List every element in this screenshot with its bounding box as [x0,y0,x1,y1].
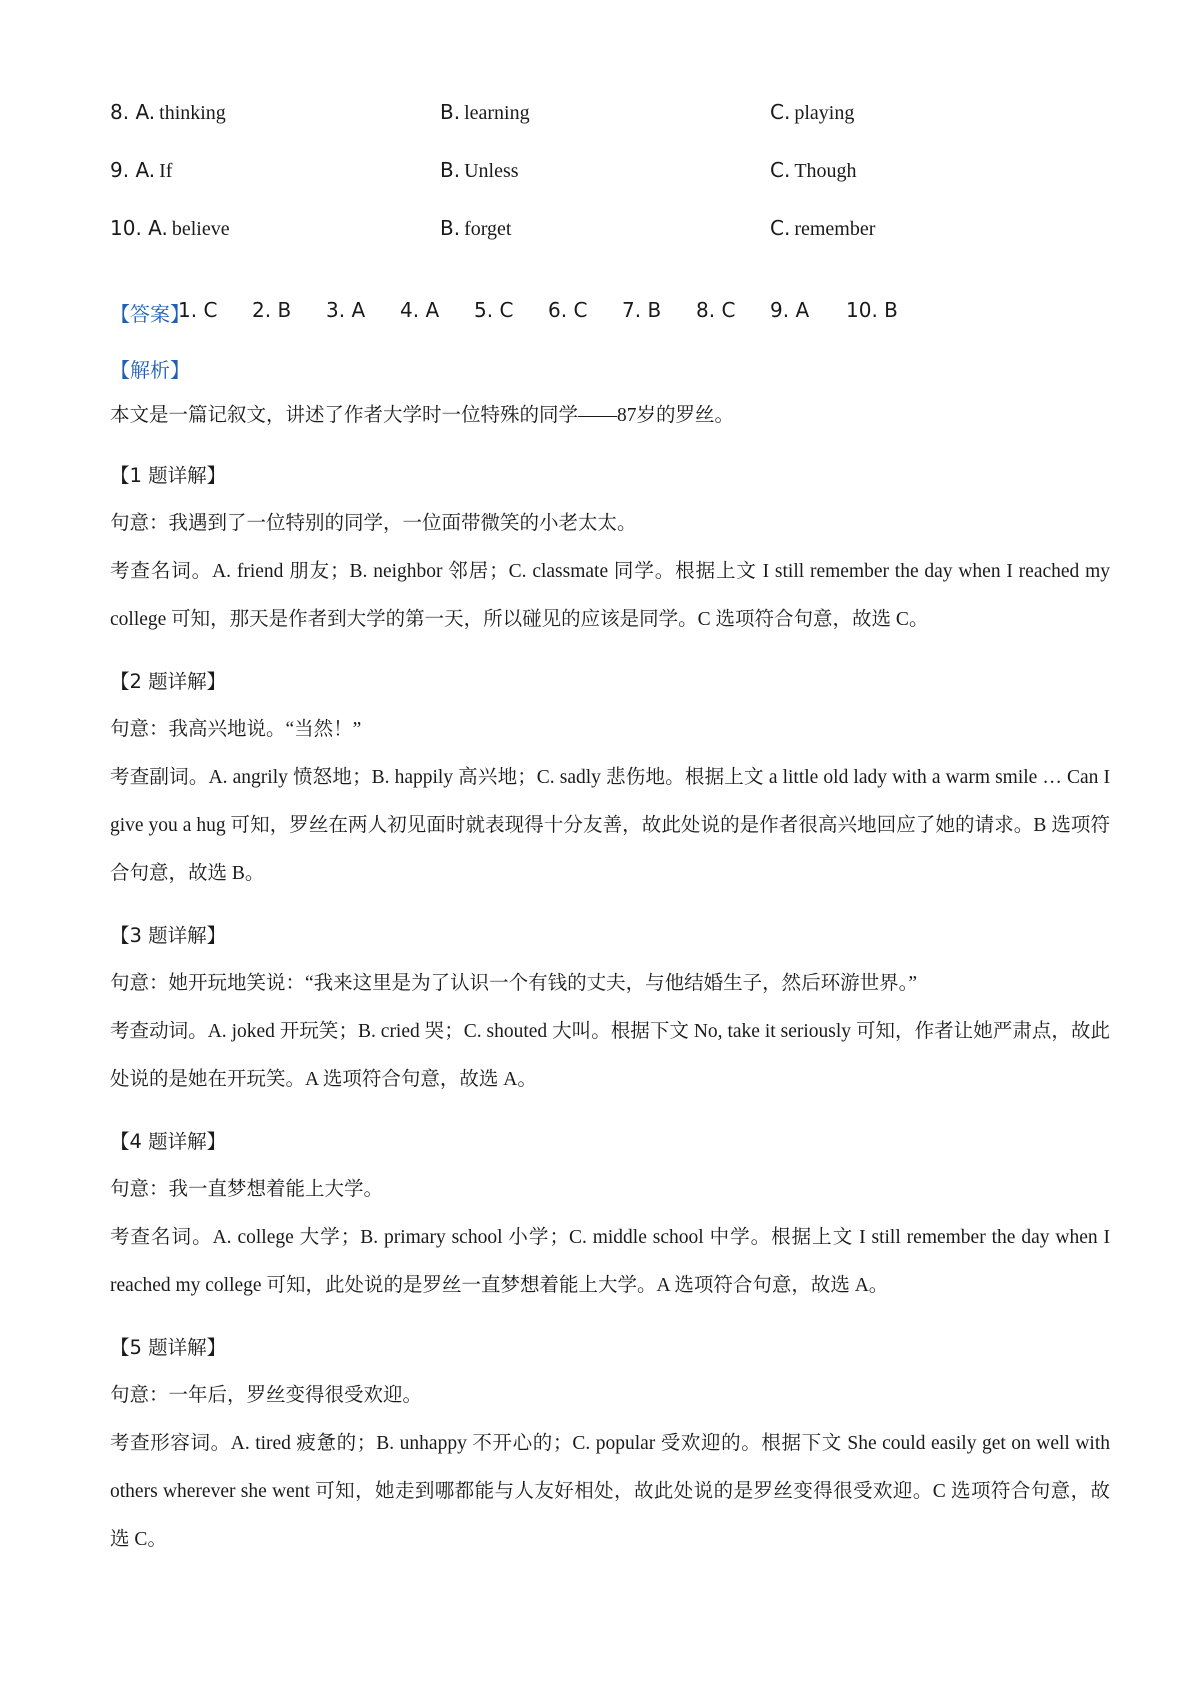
detail-3-heading: 【3 题详解】 [110,924,227,947]
analysis-tag: 【解析】 [110,358,190,382]
option-9a: 9. A. If [110,158,173,182]
answer-item: 9. A [770,298,810,322]
question-9-options [110,158,1110,198]
answer-item: 7. B [622,298,662,322]
option-10b: B. forget [440,216,512,240]
detail-5-heading: 【5 题详解】 [110,1336,227,1359]
detail-3-meaning: 句意：她开玩地笑说：“我来这里是为了认识一个有钱的丈夫，与他结婚生子，然后环游世界。” [110,973,918,994]
answer-item: 4. A [400,298,440,322]
option-10a: 10. A. believe [110,216,230,240]
answer-item: 1. C [178,298,218,322]
detail-5-meaning: 句意：一年后，罗丝变得很受欢迎。 [110,1385,423,1406]
answer-item: 6. C [548,298,588,322]
question-10-options [110,216,1110,256]
answer-item: 3. A [326,298,366,322]
detail-5-explanation: 考查形容词。A. tired 疲惫的；B. unhappy 不开心的；C. popular 受欢迎的。根据下文 She could easily get on well with others wherever she went 可知，她走到哪都能与人友好相处，故此处说的是罗丝变得很受欢迎。C 选项符合句意，故选 C。 [110,1433,1110,1550]
answer-item: 10. B [846,298,898,322]
detail-2-explanation: 考查副词。A. angrily 愤怒地；B. happily 高兴地；C. sadly 悲伤地。根据上文 a little old lady with a warm smile … Can I give you a hug 可知，罗丝在两人初见面时就表现得十分友善，故此处说的是作者很高兴地回应了她的请求。B 选项符合句意，故选 B。 [110,767,1110,884]
option-9b: B. Unless [440,158,519,182]
detail-4-explanation: 考查名词。A. college 大学；B. primary school 小学；C. middle school 中学。根据上文 I still remember the day when I reached my college 可知，此处说的是罗丝一直梦想着能上大学。A 选项符合句意，故选 A。 [110,1227,1110,1296]
detail-1-meaning: 句意：我遇到了一位特别的同学，一位面带微笑的小老太太。 [110,513,637,534]
answer-key [110,298,1110,330]
detail-2-meaning: 句意：我高兴地说。“当然！” [110,719,362,740]
detail-4-heading: 【4 题详解】 [110,1130,227,1153]
detail-2-heading: 【2 题详解】 [110,670,227,693]
detail-3-explanation: 考查动词。A. joked 开玩笑；B. cried 哭；C. shouted 大叫。根据下文 No, take it seriously 可知，作者让她严肃点，故此处说的是她在开玩笑。A 选项符合句意，故选 A。 [110,1021,1110,1090]
detail-1-heading: 【1 题详解】 [110,464,227,487]
option-9c: C. Though [770,158,857,182]
answer-tag: 【答案】 [110,302,190,326]
answer-item: 2. B [252,298,292,322]
option-8a: 8. A. thinking [110,100,226,124]
detail-1-explanation: 考查名词。A. friend 朋友；B. neighbor 邻居；C. classmate 同学。根据上文 I still remember the day when I reached my college 可知，那天是作者到大学的第一天，所以碰见的应该是同学。C 选项符合句意，故选 C。 [110,561,1110,630]
answer-item: 5. C [474,298,514,322]
intro-paragraph: 本文是一篇记叙文，讲述了作者大学时一位特殊的同学——87岁的罗丝。 [110,405,735,426]
option-8c: C. playing [770,100,855,124]
option-8b: B. learning [440,100,530,124]
detail-4-meaning: 句意：我一直梦想着能上大学。 [110,1179,384,1200]
question-8-options [110,100,1110,140]
option-10c: C. remember [770,216,876,240]
answer-item: 8. C [696,298,736,322]
